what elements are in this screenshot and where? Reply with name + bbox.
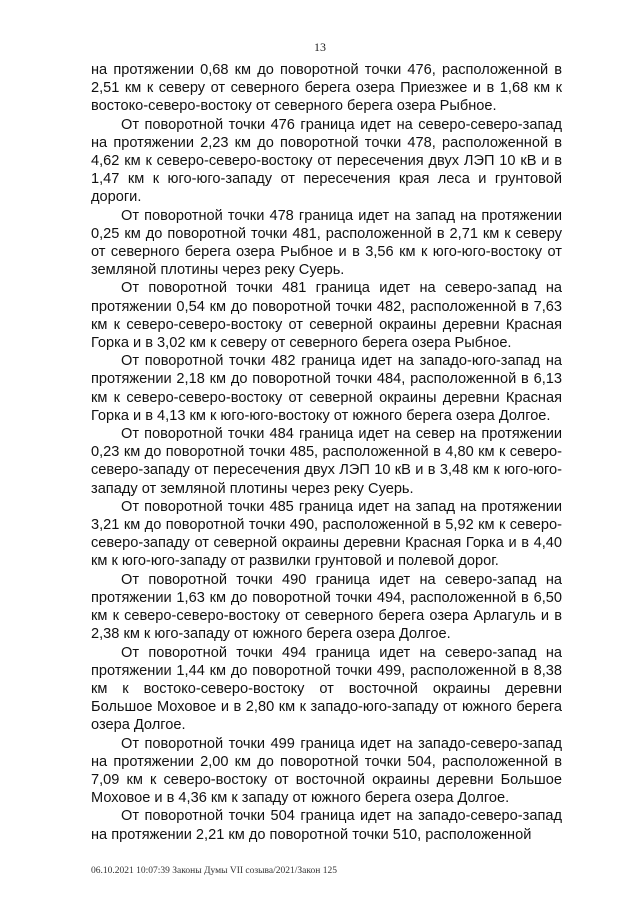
paragraph: От поворотной точки 499 граница идет на западо-северо-запад на протяжении 2,00 км до поворотной точки 504, расположенной в 7,09 км к северо-востоку от восточной окраины деревни Большое Моховое и в 4,36 км к западу от южного берега озера Долгое. (91, 735, 562, 807)
paragraph: От поворотной точки 476 граница идет на северо-северо-запад на протяжении 2,23 км до поворотной точки 478, расположенной в 4,62 км к северо-северо-востоку от пересечения двух ЛЭП 10 кВ и в 1,47 км к юго-юго-западу от пересечения края леса и грунтовой дороги. (91, 116, 562, 206)
paragraph: От поворотной точки 481 граница идет на северо-запад на протяжении 0,54 км до поворотной точки 482, расположенной в 7,63 км к северо-северо-востоку от северной окраины деревни Красная Горка и в 3,02 км к северу от северного берега озера Рыбное. (91, 280, 562, 352)
paragraph: От поворотной точки 494 граница идет на северо-запад на протяжении 1,44 км до поворотной точки 499, расположенной в 8,38 км к востоко-северо-востоку от восточной окраины деревни Большое Моховое и в 2,80 км к западо-юго-западу от южного берега озера Долгое. (91, 644, 562, 734)
document-footer: 06.10.2021 10:07:39 Законы Думы VII созыва/2021/Закон 125 (91, 866, 337, 876)
page-number: 13 (314, 40, 326, 54)
paragraph: на протяжении 0,68 км до поворотной точки 476, расположенной в 2,51 км к северу от северного берега озера Приезжее и в 1,68 км к востоко-северо-востоку от северного берега озера Рыбное. (91, 62, 562, 115)
paragraph: От поворотной точки 504 граница идет на западо-северо-запад на протяжении 2,21 км до поворотной точки 510, расположенной (91, 808, 562, 843)
paragraph: От поворотной точки 490 граница идет на северо-запад на протяжении 1,63 км до поворотной точки 494, расположенной в 6,50 км к северо-северо-востоку от северного берега озера Арлагуль и в 2,38 км к юго-западу от южного берега озера Долгое. (91, 571, 562, 643)
document-body (91, 61, 562, 844)
paragraph: От поворотной точки 478 граница идет на запад на протяжении 0,25 км до поворотной точки 481, расположенной в 2,71 км к северу от северного берега озера Рыбное и в 3,56 км к юго-юго-востоку от земляной плотины через реку Суерь. (91, 207, 562, 279)
paragraph: От поворотной точки 484 граница идет на север на протяжении 0,23 км до поворотной точки 485, расположенной в 4,80 км к северо-северо-западу от пересечения двух ЛЭП 10 кВ и в 3,48 км к юго-юго-западу от земляной плотины через реку Суерь. (91, 426, 562, 497)
paragraph: От поворотной точки 482 граница идет на западо-юго-запад на протяжении 2,18 км до поворотной точки 484, расположенной в 6,13 км к северо-северо-востоку от северной окраины деревни Красная Горка и в 4,13 км к юго-юго-востоку от южного берега озера Долгое. (91, 353, 562, 424)
paragraph: От поворотной точки 485 граница идет на запад на протяжении 3,21 км до поворотной точки 490, расположенной в 5,92 км к северо-северо-западу от северной окраины деревни Красная Горка и в 4,40 км к юго-юго-западу от развилки грунтовой и полевой дорог. (91, 498, 562, 570)
